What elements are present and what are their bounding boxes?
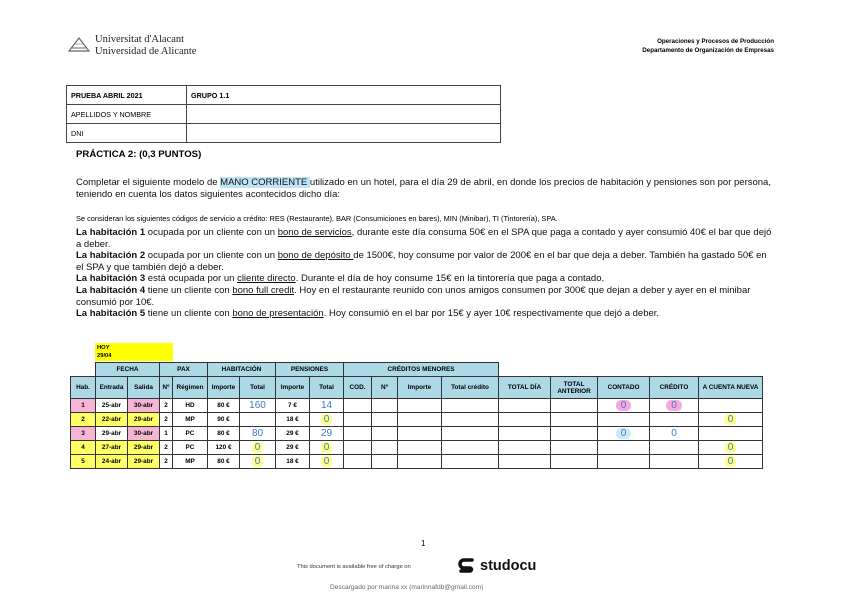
cell-salida: 29-abr: [128, 413, 160, 427]
room-paragraph: [76, 285, 776, 308]
cell-total-anterior[interactable]: [551, 455, 598, 469]
group-fecha: FECHA: [96, 363, 160, 377]
cell-pen-importe: 7 €: [276, 399, 310, 413]
col-hab: Hab.: [71, 377, 96, 399]
cell-pax: 2: [160, 441, 173, 455]
room-paragraph: [76, 227, 776, 250]
pen-total-value: 0: [321, 414, 333, 425]
intro-highlight: MANO CORRIENTE: [220, 177, 310, 188]
cell-pen-total[interactable]: [310, 399, 344, 413]
cell-hab-total[interactable]: [240, 441, 276, 455]
cell-hab: 2: [71, 413, 96, 427]
col-salida: Salida: [128, 377, 160, 399]
cell-total-anterior[interactable]: [551, 399, 598, 413]
room-label: La habitación 2: [76, 250, 146, 262]
table-row: [71, 413, 763, 427]
course-name: Operaciones y Procesos de Producción: [657, 38, 774, 45]
col-cod: COD.: [344, 377, 372, 399]
cell-entrada: 27-abr: [96, 441, 128, 455]
cell-hab: 5: [71, 455, 96, 469]
dni-label: DNI: [67, 124, 187, 143]
cell-hab-total[interactable]: [240, 399, 276, 413]
table-row: [71, 427, 763, 441]
contado-value: 0: [616, 400, 632, 411]
cell-salida: 29-abr: [128, 441, 160, 455]
col-cred-importe: Importe: [398, 377, 442, 399]
cell-credito[interactable]: [650, 441, 699, 455]
cell-a-cuenta[interactable]: [699, 399, 763, 413]
table-row: [71, 399, 763, 413]
intro-paragraph: [76, 177, 776, 201]
cell-cod[interactable]: [344, 413, 372, 427]
cell-credito[interactable]: [650, 413, 699, 427]
cell-total-credito[interactable]: [442, 413, 499, 427]
a-cuenta-value: 0: [725, 442, 737, 453]
cell-salida: 30-abr: [128, 399, 160, 413]
cell-cred-num[interactable]: [372, 441, 398, 455]
page-number: 1: [421, 539, 426, 548]
col-total-dia: TOTAL DÍA: [499, 377, 551, 399]
cell-cod[interactable]: [344, 427, 372, 441]
a-cuenta-value: 0: [725, 414, 737, 425]
col-cred-num: Nº: [372, 377, 398, 399]
hab-total-value: 160: [249, 400, 266, 411]
room-paragraph: [76, 250, 776, 273]
name-field[interactable]: [187, 105, 501, 124]
col-pen-importe: Importe: [276, 377, 310, 399]
room-text: ocupada por un cliente con un: [145, 227, 278, 238]
cell-credito[interactable]: [650, 399, 699, 413]
cell-cred-num[interactable]: [372, 427, 398, 441]
room-bond-type: cliente directo: [237, 273, 296, 285]
room-text: . Durante el día de hoy consume 15€ en la tintorería que paga a contado.: [295, 273, 605, 285]
downloaded-by-text: Descargado por marina xx (marinnafdb@gmail.com): [330, 584, 484, 591]
name-label: APELLIDOS Y NOMBRE: [67, 105, 187, 124]
room-bond-type: bono de depósito: [277, 250, 354, 262]
pen-total-value: 29: [320, 428, 333, 439]
group-pensiones: PENSIONES: [276, 363, 344, 377]
today-label: HOY: [97, 345, 110, 351]
col-credito: CRÉDITO: [650, 377, 699, 399]
col-hab-importe: Importe: [208, 377, 240, 399]
col-total-anterior: TOTAL ANTERIOR: [551, 377, 598, 399]
hab-total-value: 80: [251, 428, 264, 439]
room-text: , durante este día consuma 50€ en el SPA que paga a contado y ayer consumió 40€ el bar que dejó a deber.: [76, 227, 772, 250]
university-logo-icon: [68, 36, 90, 52]
cell-regimen: MP: [173, 455, 208, 469]
col-entrada: Entrada: [96, 377, 128, 399]
cell-pen-total[interactable]: [310, 455, 344, 469]
col-pen-total: Total: [310, 377, 344, 399]
cell-cod[interactable]: [344, 441, 372, 455]
cell-entrada: 22-abr: [96, 413, 128, 427]
credito-value: 0: [666, 400, 682, 411]
cell-contado[interactable]: [598, 455, 650, 469]
cell-regimen: PC: [173, 427, 208, 441]
cell-pen-importe: 18 €: [276, 455, 310, 469]
cell-hab: 1: [71, 399, 96, 413]
intro-part1: Completar el siguiente modelo de: [76, 177, 221, 188]
cell-pen-importe: 29 €: [276, 441, 310, 455]
pen-total-value: 0: [321, 442, 333, 453]
credito-value: 0: [671, 428, 677, 439]
today-badge: [95, 343, 173, 361]
cell-total-dia[interactable]: [499, 441, 551, 455]
cell-total-dia[interactable]: [499, 413, 551, 427]
cell-hab: 4: [71, 441, 96, 455]
cell-regimen: MP: [173, 413, 208, 427]
room-text: tiene un cliente con: [145, 308, 233, 320]
student-info-table: [66, 85, 501, 143]
cell-total-credito[interactable]: [442, 441, 499, 455]
room-label: La habitación 5: [76, 308, 146, 320]
cell-cred-num[interactable]: [372, 399, 398, 413]
col-regimen: Régimen: [173, 377, 208, 399]
blank-cell: [71, 363, 96, 377]
cell-hab: 3: [71, 427, 96, 441]
intro-part2: utilizado en un hotel, para el día 29 de abril, en donde los precios de habitación y pensiones son por persona, teniendo en cuenta los datos siguientes acontecidos dicho día:: [76, 177, 771, 200]
cell-pax: 2: [160, 399, 173, 413]
cell-hab-importe: 80 €: [208, 455, 240, 469]
cell-regimen: HD: [173, 399, 208, 413]
cell-hab-importe: 80 €: [208, 399, 240, 413]
cell-hab-importe: 90 €: [208, 413, 240, 427]
cell-cred-num[interactable]: [372, 455, 398, 469]
today-date: 29/04: [97, 353, 112, 359]
room-text: de 1500€, hoy consume por valor de 200€ en el bar que deja a deber. También ha gastado 50€ en el SPA y que también dejó a deber.: [76, 250, 767, 273]
cell-cod[interactable]: [344, 455, 372, 469]
mano-corriente-table: [70, 362, 763, 469]
cell-total-dia[interactable]: [499, 427, 551, 441]
cell-contado[interactable]: [598, 441, 650, 455]
cell-cred-importe[interactable]: [398, 413, 442, 427]
dni-field[interactable]: [187, 124, 501, 143]
cell-cred-importe[interactable]: [398, 427, 442, 441]
cell-total-credito[interactable]: [442, 455, 499, 469]
cell-contado[interactable]: [598, 427, 650, 441]
cell-total-dia[interactable]: [499, 399, 551, 413]
cell-pax: 2: [160, 455, 173, 469]
room-text: . Hoy consumió en el bar por 15€ y ayer 10€ respectivamente que dejó a deber.: [323, 308, 660, 320]
exam-label: PRUEBA ABRIL 2021: [67, 86, 187, 105]
cell-cred-num[interactable]: [372, 413, 398, 427]
cell-a-cuenta[interactable]: [699, 413, 763, 427]
group-label: GRUPO 1.1: [187, 86, 501, 105]
studocu-brand[interactable]: studocu: [480, 558, 537, 574]
service-codes-text: Se consideran los siguientes códigos de servicio a crédito: RES (Restaurante), BAR (Consumiciones en bares), MIN (Minibar), TI (Tintorería), SPA.: [76, 214, 558, 223]
department-name: Departamento de Organización de Empresas: [642, 47, 774, 54]
group-habitacion: HABITACIÓN: [208, 363, 276, 377]
cell-salida: 30-abr: [128, 427, 160, 441]
section-title: PRÁCTICA 2: (0,3 PUNTOS): [76, 149, 202, 160]
room-paragraph: [76, 273, 776, 285]
cell-hab-total[interactable]: [240, 455, 276, 469]
a-cuenta-value: 0: [725, 456, 737, 467]
cell-hab-total[interactable]: [240, 427, 276, 441]
cell-total-anterior[interactable]: [551, 413, 598, 427]
university-name-valencian: Universitat d'Alacant: [95, 34, 185, 45]
university-name-spanish: Universidad de Alicante: [95, 46, 197, 57]
col-hab-total: Total: [240, 377, 276, 399]
studocu-logo-icon: [457, 556, 477, 576]
cell-pen-total[interactable]: [310, 441, 344, 455]
hab-total-value: 0: [252, 456, 264, 467]
cell-hab-importe: 120 €: [208, 441, 240, 455]
cell-hab-total[interactable]: [240, 413, 276, 427]
cell-contado[interactable]: [598, 413, 650, 427]
room-bond-type: bono de presentación: [232, 308, 324, 320]
cell-total-anterior[interactable]: [551, 427, 598, 441]
cell-hab-importe: 80 €: [208, 427, 240, 441]
cell-a-cuenta[interactable]: [699, 441, 763, 455]
rooms-description: [76, 227, 776, 320]
cell-total-credito[interactable]: [442, 427, 499, 441]
room-label: La habitación 3: [76, 273, 146, 285]
room-text: está ocupada por un: [145, 273, 238, 285]
cell-total-dia[interactable]: [499, 455, 551, 469]
group-creditos: CRÉDITOS MENORES: [344, 363, 499, 377]
pen-total-value: 14: [320, 400, 333, 411]
col-num: Nº: [160, 377, 173, 399]
cell-total-credito[interactable]: [442, 399, 499, 413]
cell-pen-importe: 29 €: [276, 427, 310, 441]
cell-credito[interactable]: [650, 427, 699, 441]
cell-cred-importe[interactable]: [398, 399, 442, 413]
cell-total-anterior[interactable]: [551, 441, 598, 455]
col-total-credito: Total crédito: [442, 377, 499, 399]
contado-value: 0: [616, 428, 632, 439]
blank-cell: [499, 363, 763, 377]
room-bond-type: bono de servicios: [277, 227, 352, 238]
table-row: [71, 455, 763, 469]
available-text: This document is available free of charge on: [297, 564, 411, 570]
cell-cod[interactable]: [344, 399, 372, 413]
cell-pen-importe: 18 €: [276, 413, 310, 427]
table-row: [71, 441, 763, 455]
cell-pen-total[interactable]: [310, 427, 344, 441]
pen-total-value: 0: [321, 456, 333, 467]
cell-entrada: 24-abr: [96, 455, 128, 469]
room-text: . Hoy en el restaurante reunido con unos amigos consumen por 300€ que dejan a deber y ayer en el minibar consumió por 10€.: [76, 284, 751, 308]
cell-regimen: PC: [173, 441, 208, 455]
cell-entrada: 25-abr: [96, 399, 128, 413]
room-label: La habitación 1: [76, 227, 146, 238]
col-a-cuenta-nueva: A CUENTA NUEVA: [699, 377, 763, 399]
col-contado: CONTADO: [598, 377, 650, 399]
room-label: La habitación 4: [76, 284, 146, 296]
cell-cred-importe[interactable]: [398, 441, 442, 455]
hab-total-value: 0: [252, 442, 264, 453]
cell-pax: 1: [160, 427, 173, 441]
group-pax: PAX: [160, 363, 208, 377]
room-bond-type: bono full credit: [232, 284, 295, 296]
cell-cred-importe[interactable]: [398, 455, 442, 469]
cell-contado[interactable]: [598, 399, 650, 413]
cell-entrada: 29-abr: [96, 427, 128, 441]
cell-a-cuenta[interactable]: [699, 455, 763, 469]
cell-pen-total[interactable]: [310, 413, 344, 427]
cell-pax: 2: [160, 413, 173, 427]
cell-a-cuenta[interactable]: [699, 427, 763, 441]
room-text: tiene un cliente con: [145, 284, 233, 296]
room-text: ocupada por un cliente con un: [145, 250, 278, 262]
room-paragraph: [76, 308, 776, 320]
cell-salida: 29-abr: [128, 455, 160, 469]
cell-credito[interactable]: [650, 455, 699, 469]
